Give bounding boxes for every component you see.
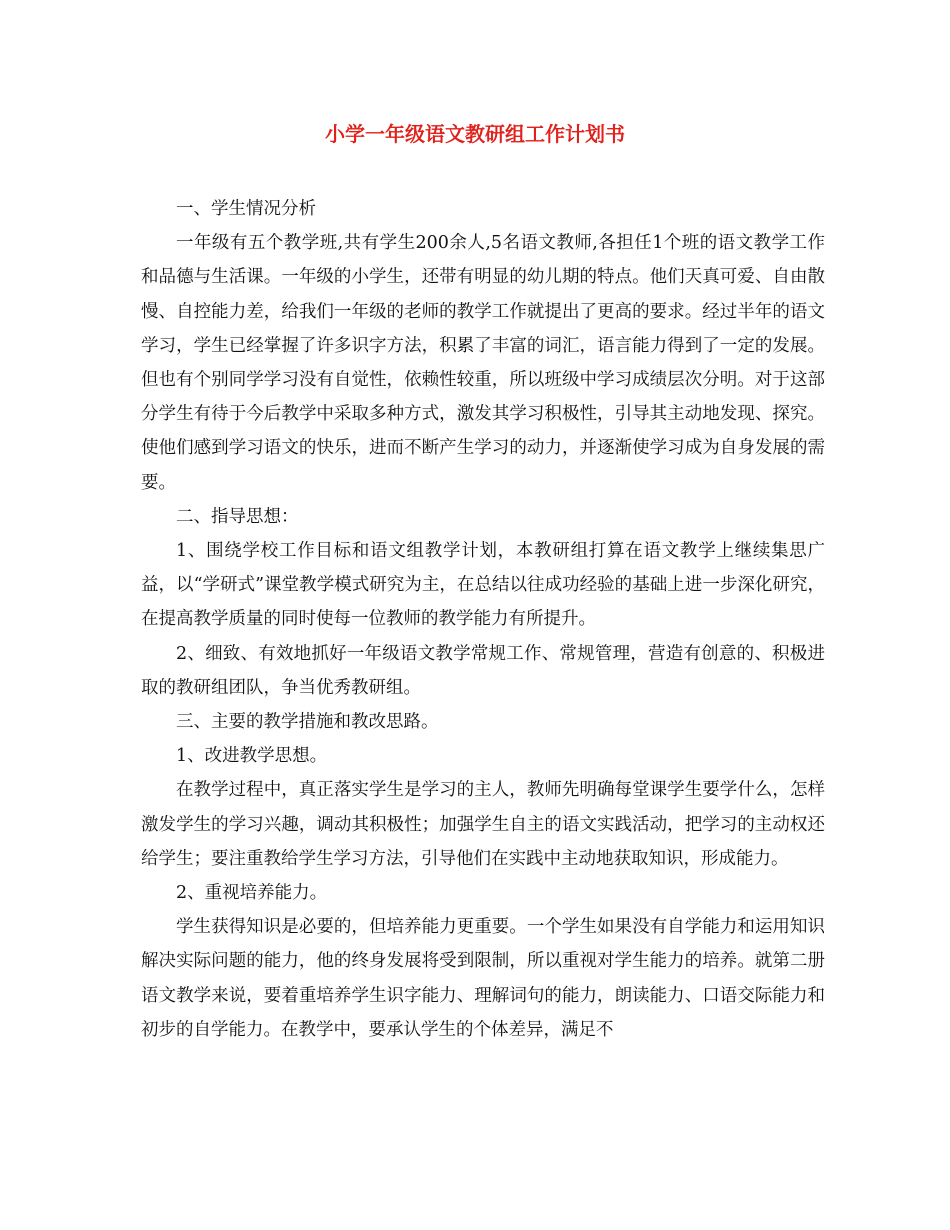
section-heading-teaching-measures: 三、主要的教学措施和教改思路。: [176, 712, 439, 733]
subheading-cultivate-ability: 2、重视培养能力。: [176, 883, 328, 904]
document-body: [141, 192, 825, 1047]
paragraph-guiding-idea-2: 2、细致、有效地抓好一年级语文教学常规工作、常规管理，营造有创意的、积极进取的教研组团队，争当优秀教研组。: [141, 643, 825, 698]
paragraph-student-analysis: 一年级有五个教学班,共有学生200余人,5名语文教师,各担任1个班的语文教学工作和品德与生活课。一年级的小学生，还带有明显的幼儿期的特点。他们天真可爱、自由散慢、自控能力差，给我们一年级的老师的教学工作就提出了更高的要求。经过半年的语文学习，学生已经掌握了许多识字方法，积累了丰富的词汇，语言能力得到了一定的发展。但也有个别同学学习没有自觉性，依赖性较重，所以班级中学习成绩层次分明。对于这部分学生有待于今后教学中采取多种方式，激发其学习积极性，引导其主动地发现、探究。使他们感到学习语文的快乐，进而不断产生学习的动力，并逐渐使学习成为自身发展的需要。: [141, 233, 825, 493]
paragraph-guiding-idea-1: 1、围绕学校工作目标和语文组教学计划，本教研组打算在语文教学上继续集思广益，以“学研式”课堂教学模式研究为主，在总结以往成功经验的基础上进一步深化研究，在提高教学质量的同时使每一位教师的教学能力有所提升。: [141, 541, 825, 630]
document-title: 小学一年级语文教研组工作计划书: [325, 122, 625, 146]
paragraph-improve-teaching: 在教学过程中，真正落实学生是学习的主人，教师先明确每堂课学生要学什么，怎样激发学生的学习兴趣，调动其积极性；加强学生自主的语文实践活动，把学习的主动权还给学生；要注重教给学生学习方法，引导他们在实践中主动地获取知识，形成能力。: [141, 780, 825, 869]
section-heading-guiding-ideas: 二、指导思想：: [176, 506, 299, 527]
paragraph-cultivate-ability: 学生获得知识是必要的，但培养能力更重要。一个学生如果没有自学能力和运用知识解决实际问题的能力，他的终身发展将受到限制，所以重视对学生能力的培养。就第二册语文教学来说，要着重培养学生识字能力、理解词句的能力，朗读能力、口语交际能力和初步的自学能力。在教学中，要承认学生的个体差异，满足不: [141, 917, 825, 1040]
subheading-improve-teaching: 1、改进教学思想。: [176, 746, 328, 767]
section-heading-student-analysis: 一、学生情况分析: [176, 199, 316, 219]
